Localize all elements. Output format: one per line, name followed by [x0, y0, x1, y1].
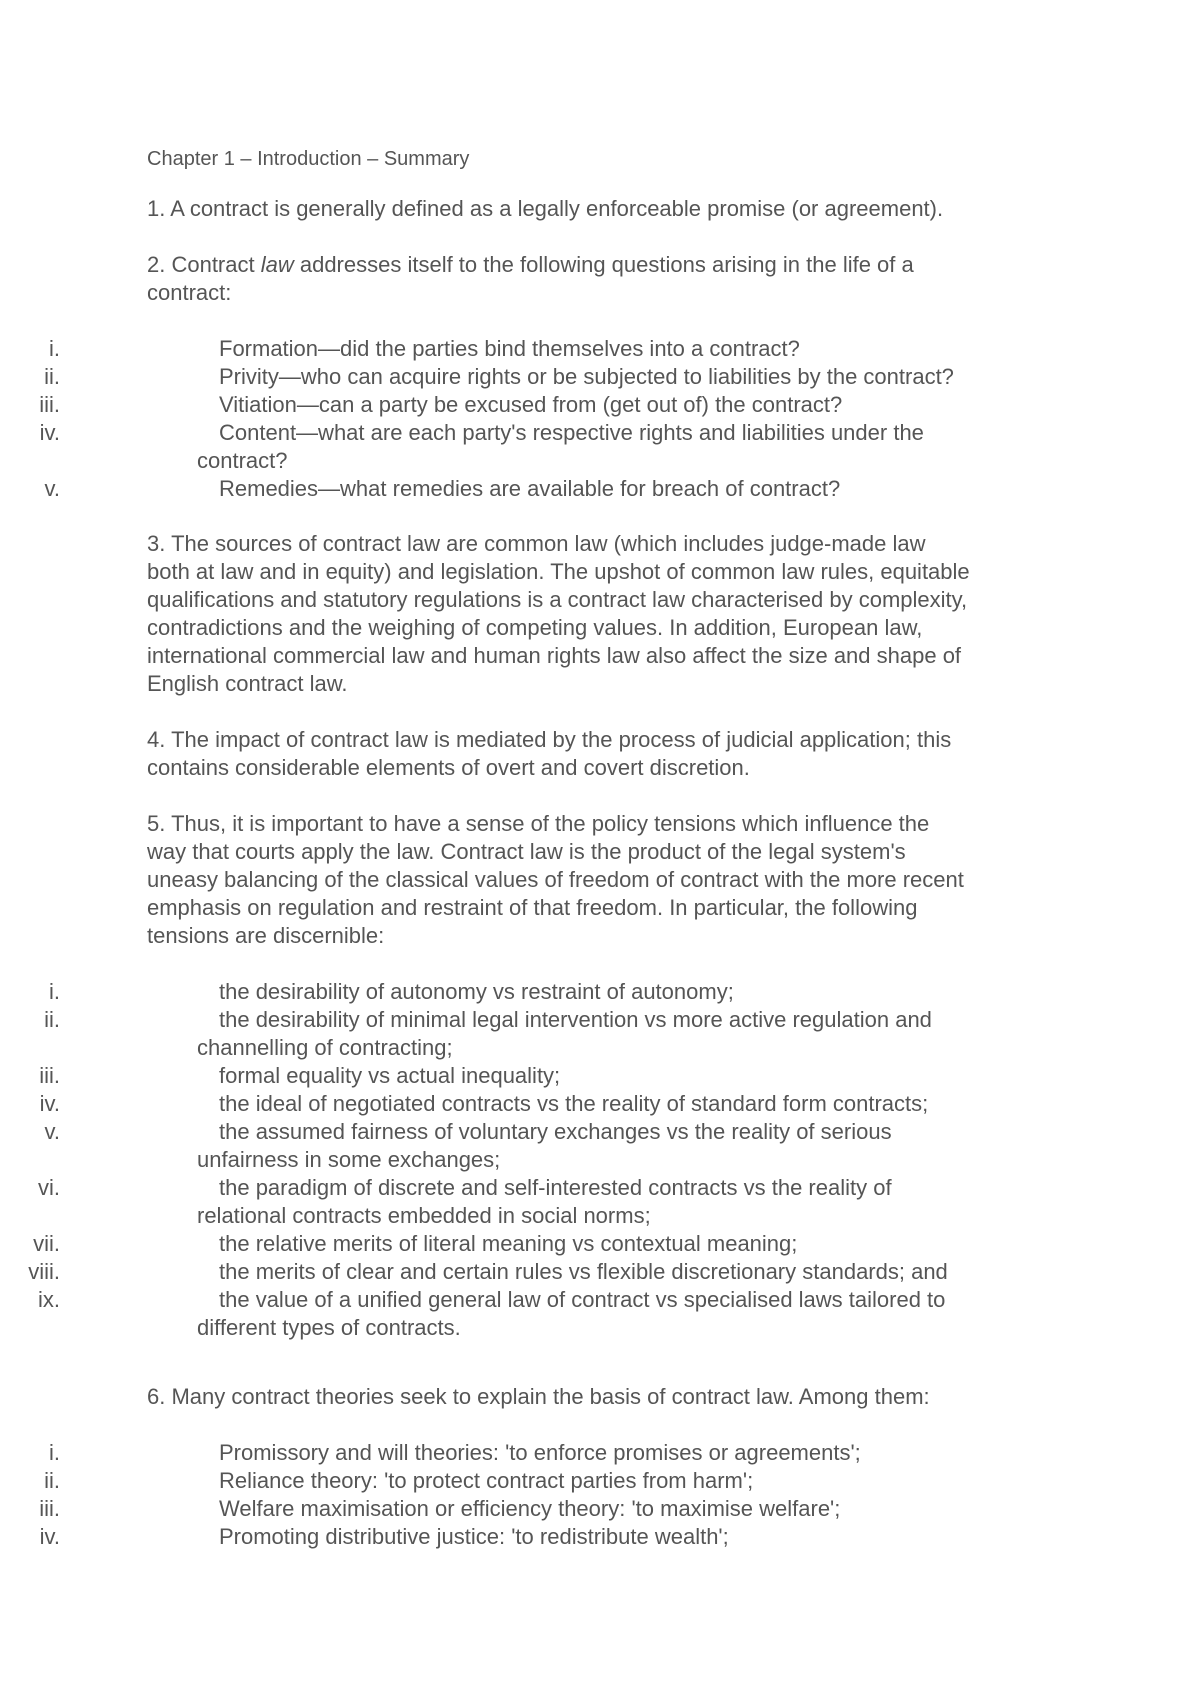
list-marker: iv. — [39, 1524, 60, 1549]
questions-list — [0, 335, 1100, 503]
paragraph-6-line: 6. Many contract theories seek to explain the basis of contract law. Among them: — [147, 1384, 930, 1409]
list-marker: iii. — [39, 1063, 60, 1088]
list-item-text: Promoting distributive justice: 'to redistribute wealth'; — [219, 1524, 729, 1549]
list-item — [0, 1439, 1100, 1467]
list-marker: v. — [44, 476, 60, 501]
list-item-text-continued: unfairness in some exchanges; — [197, 1147, 501, 1172]
paragraph-5-line: 5. Thus, it is important to have a sense of the policy tensions which influence the — [147, 811, 930, 836]
list-item — [0, 1467, 1100, 1495]
list-marker: v. — [44, 1119, 60, 1144]
list-marker: ix. — [38, 1287, 60, 1312]
list-marker: vi. — [38, 1175, 60, 1200]
paragraph-1-line: 1. A contract is generally defined as a legally enforceable promise (or agreement). — [147, 196, 944, 221]
list-item-text: the ideal of negotiated contracts vs the reality of standard form contracts; — [219, 1091, 929, 1116]
list-item — [0, 1006, 1100, 1062]
paragraph-2 — [147, 251, 1077, 307]
paragraph-2-post: addresses itself to the following questions arising in the life of a — [293, 252, 914, 277]
list-item — [0, 1090, 1100, 1118]
list-item-text: Content—what are each party's respective rights and liabilities under the — [219, 420, 924, 445]
paragraph-2-emphasis: law — [260, 252, 294, 277]
list-item — [0, 475, 1100, 503]
paragraph-3-line: English contract law. — [147, 671, 348, 696]
list-item — [0, 978, 1100, 1006]
list-item — [0, 391, 1100, 419]
list-item — [0, 363, 1100, 391]
list-item — [0, 1118, 1100, 1174]
list-item-text: Promissory and will theories: 'to enforce promises or agreements'; — [219, 1440, 861, 1465]
list-item-text: Vitiation—can a party be excused from (get out of) the contract? — [219, 392, 843, 417]
paragraph-3-line: qualifications and statutory regulations is a contract law characterised by complexity, — [147, 587, 968, 612]
paragraph-4 — [147, 726, 1077, 782]
tensions-list — [0, 978, 1100, 1342]
list-item-text: Welfare maximisation or efficiency theory: 'to maximise welfare'; — [219, 1496, 841, 1521]
list-item-text: Remedies—what remedies are available for breach of contract? — [219, 476, 841, 501]
list-item-text: Formation—did the parties bind themselves into a contract? — [219, 336, 800, 361]
paragraph-3-line: international commercial law and human rights law also affect the size and shape of — [147, 643, 962, 668]
paragraph-3 — [147, 530, 1077, 698]
list-item-text-continued: different types of contracts. — [197, 1315, 461, 1340]
list-marker: iv. — [39, 1091, 60, 1116]
list-item-text: Privity—who can acquire rights or be subjected to liabilities by the contract? — [219, 364, 954, 389]
list-marker: iv. — [39, 420, 60, 445]
list-marker: i. — [49, 336, 60, 361]
list-item-text: the merits of clear and certain rules vs flexible discretionary standards; and — [219, 1259, 948, 1284]
list-marker: ii. — [44, 1468, 60, 1493]
list-item-text: the desirability of minimal legal intervention vs more active regulation and — [219, 1007, 932, 1032]
list-item — [0, 1286, 1100, 1342]
paragraph-1 — [147, 195, 1077, 223]
theories-list — [0, 1439, 1100, 1551]
list-marker: i. — [49, 979, 60, 1004]
paragraph-6 — [147, 1383, 1077, 1411]
paragraph-2-pre: 2. Contract — [147, 252, 261, 277]
list-item — [0, 1230, 1100, 1258]
list-marker: iii. — [39, 1496, 60, 1521]
list-marker: ii. — [44, 364, 60, 389]
paragraph-3-line: 3. The sources of contract law are common law (which includes judge-made law — [147, 531, 926, 556]
list-item-text: the paradigm of discrete and self-interested contracts vs the reality of — [219, 1175, 892, 1200]
list-item-text-continued: channelling of contracting; — [197, 1035, 453, 1060]
list-item — [0, 335, 1100, 363]
paragraph-3-line: both at law and in equity) and legislation. The upshot of common law rules, equitable — [147, 559, 970, 584]
list-item — [0, 1495, 1100, 1523]
list-marker: i. — [49, 1440, 60, 1465]
paragraph-4-line: 4. The impact of contract law is mediated by the process of judicial application; this — [147, 727, 952, 752]
paragraph-5 — [147, 810, 1077, 950]
list-item — [0, 419, 1100, 475]
list-item-text: formal equality vs actual inequality; — [219, 1063, 561, 1088]
paragraph-5-line: tensions are discernible: — [147, 923, 385, 948]
paragraph-2-line-1 — [147, 251, 1077, 279]
page-title: Chapter 1 – Introduction – Summary — [147, 148, 470, 170]
list-item-text: the value of a unified general law of contract vs specialised laws tailored to — [219, 1287, 946, 1312]
paragraph-2-line-2: contract: — [147, 280, 232, 305]
paragraph-5-line: emphasis on regulation and restraint of that freedom. In particular, the following — [147, 895, 918, 920]
list-item — [0, 1258, 1100, 1286]
paragraph-3-line: contradictions and the weighing of competing values. In addition, European law, — [147, 615, 923, 640]
list-item-text: the desirability of autonomy vs restraint of autonomy; — [219, 979, 734, 1004]
list-item-text-continued: contract? — [197, 448, 288, 473]
list-item-text: Reliance theory: 'to protect contract parties from harm'; — [219, 1468, 754, 1493]
list-marker: vii. — [33, 1231, 60, 1256]
paragraph-5-line: uneasy balancing of the classical values of freedom of contract with the more recent — [147, 867, 964, 892]
list-item — [0, 1174, 1100, 1230]
list-item-text: the assumed fairness of voluntary exchanges vs the reality of serious — [219, 1119, 892, 1144]
list-item-text-continued: relational contracts embedded in social norms; — [197, 1203, 651, 1228]
list-marker: ii. — [44, 1007, 60, 1032]
paragraph-4-line: contains considerable elements of overt and covert discretion. — [147, 755, 750, 780]
list-item-text: the relative merits of literal meaning vs contextual meaning; — [219, 1231, 798, 1256]
paragraph-5-line: way that courts apply the law. Contract law is the product of the legal system's — [147, 839, 906, 864]
list-marker: iii. — [39, 392, 60, 417]
list-marker: viii. — [28, 1259, 60, 1284]
list-item — [0, 1523, 1100, 1551]
list-item — [0, 1062, 1100, 1090]
